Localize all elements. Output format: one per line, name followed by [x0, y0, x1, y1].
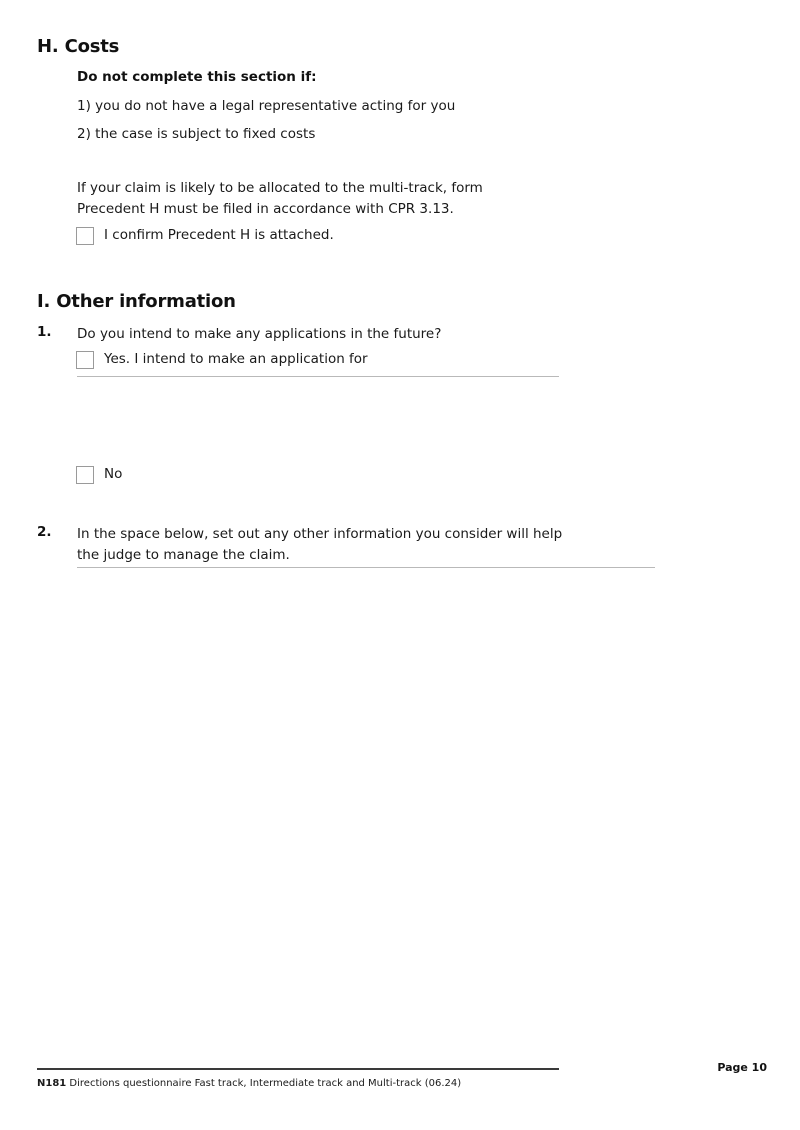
question-2-number: 2.: [37, 524, 52, 540]
precedent-h-confirm-row[interactable]: [76, 226, 334, 245]
precedent-h-confirm-label: I confirm Precedent H is attached.: [104, 227, 334, 243]
question-1-yes-row[interactable]: [76, 350, 368, 369]
question-1-answer-line[interactable]: [77, 376, 559, 377]
question-1-number: 1.: [37, 324, 52, 340]
precedent-h-confirm-checkbox[interactable]: [76, 227, 94, 245]
section-heading-other-information: I. Other information: [37, 291, 236, 312]
question-1-no-label: No: [104, 466, 123, 482]
question-1-no-checkbox[interactable]: [76, 466, 94, 484]
costs-exclusion-item-2: 2) the case is subject to fixed costs: [77, 126, 316, 142]
question-1-yes-label: Yes. I intend to make an application for: [104, 351, 368, 367]
section-heading-costs: H. Costs: [37, 36, 120, 57]
costs-exclusion-item-1: 1) you do not have a legal representative acting for you: [77, 98, 456, 114]
question-1-no-row[interactable]: [76, 465, 122, 484]
question-2-answer-line[interactable]: [77, 567, 655, 568]
question-1-text: Do you intend to make any applications in the future?: [77, 326, 442, 342]
footer-form-reference: [37, 1078, 461, 1089]
footer-form-title: Directions questionnaire Fast track, Intermediate track and Multi-track (06.24): [66, 1078, 462, 1089]
footer-form-code: N181: [37, 1078, 67, 1089]
footer-divider: [37, 1068, 559, 1070]
costs-precedent-h-paragraph: If your claim is likely to be allocated to the multi-track, form Precedent H must be filed in accordance with CPR 3.13.: [77, 180, 483, 217]
question-1-yes-checkbox[interactable]: [76, 351, 94, 369]
costs-lead-text: Do not complete this section if:: [77, 69, 317, 85]
page-number: Page 10: [717, 1061, 767, 1074]
question-2-text: In the space below, set out any other information you consider will help the judge to manage the claim.: [77, 526, 563, 563]
